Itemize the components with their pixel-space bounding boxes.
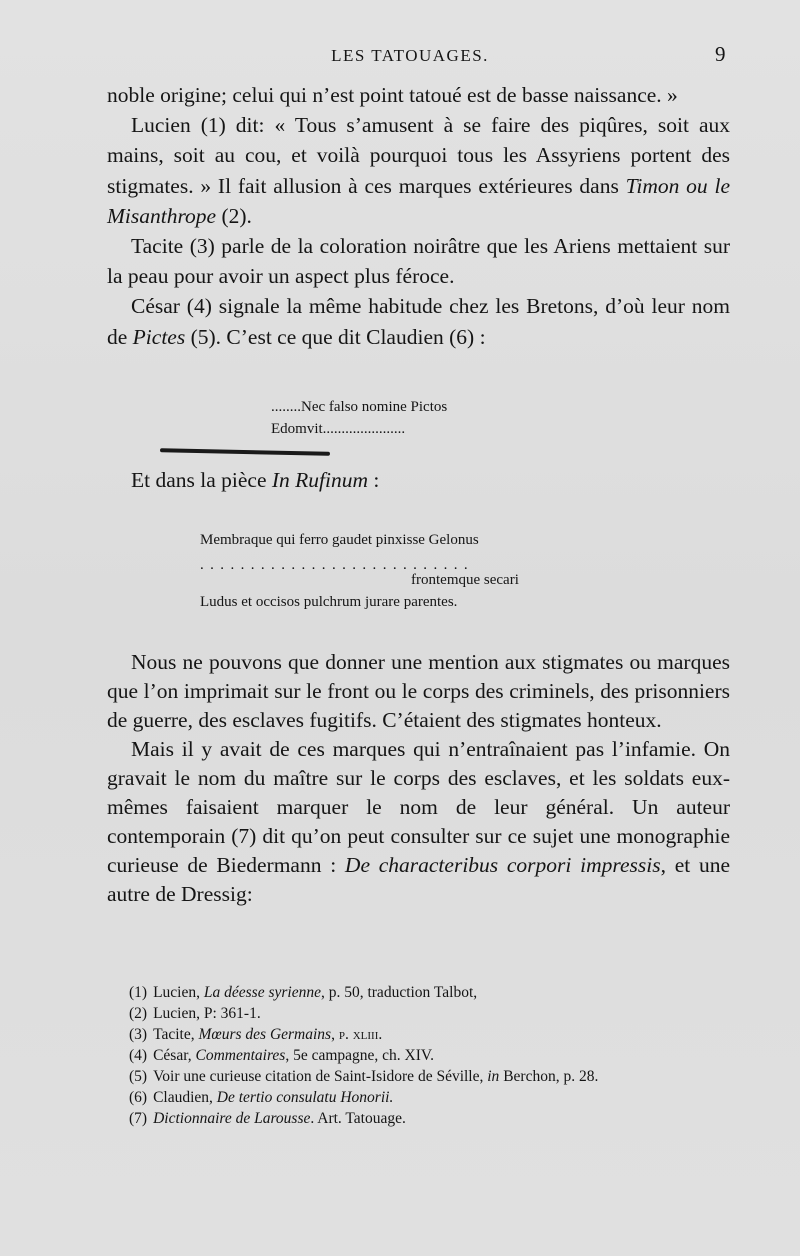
footnote-number: (5) xyxy=(129,1068,148,1085)
verse-2-line-1: Membraque qui ferro gaudet pinxisse Gelonus xyxy=(200,532,479,548)
footnote-text-end: , p. 50, traduction Talbot, xyxy=(320,984,478,1001)
footnote-text: Tacite, xyxy=(153,1026,199,1043)
footnote-title: Commentaires xyxy=(195,1047,286,1064)
main-text-block-2 xyxy=(107,648,730,909)
footnote-title: Dictionnaire de Larousse xyxy=(153,1110,311,1127)
footnote-text: Voir une curieuse citation de Saint-Isidore de Séville, xyxy=(153,1068,488,1085)
verse-2-line-4: Ludus et occisos pulchrum jurare parentes. xyxy=(200,594,458,610)
verse-2-line-3: frontemque secari xyxy=(411,572,519,588)
footnote-title: De tertio consulatu Honorii. xyxy=(216,1089,394,1106)
verse-2-ellipsis: ........................... xyxy=(200,557,475,573)
paragraph-2 xyxy=(107,110,730,231)
footnote-number: (6) xyxy=(129,1089,148,1106)
footnote-6 xyxy=(107,1087,732,1108)
word-pictes: Pictes xyxy=(132,324,186,349)
footnote-5 xyxy=(107,1066,732,1087)
footnotes xyxy=(107,982,732,1129)
footnote-text-end: Berchon, p. 28. xyxy=(499,1068,599,1085)
paragraph-6-text: Mais il y avait de ces marques qui n’entraînaient pas l’infamie. On gravait le nom du maître sur le corps des esclaves, et les soldats eux-mêmes faisaient marquer le nom de leur général. Un auteur contemporain (7) dit qu’on peut consulter sur ce sujet une monographie curieuse de Biedermann : xyxy=(107,737,730,877)
paragraph-4-text: César (4) signale la même habitude chez les Bretons, d’où leur nom de xyxy=(107,294,730,349)
work-title-de-characteribus: De characteribus corpori impressis xyxy=(344,853,661,877)
in-rufinum-text: Et dans la pièce xyxy=(131,468,272,492)
footnote-4 xyxy=(107,1045,732,1066)
footnote-text: Lucien, P: 361-1. xyxy=(153,1005,261,1022)
paragraph-6 xyxy=(107,735,730,909)
footnote-text: Lucien, xyxy=(153,984,204,1001)
footnote-2 xyxy=(107,1003,732,1024)
work-title-in-rufinum: In Rufinum xyxy=(271,468,369,492)
footnote-7 xyxy=(107,1108,732,1129)
paragraph-3: Tacite (3) parle de la coloration noirâtre que les Ariens mettaient sur la peau pour avoir un aspect plus féroce. xyxy=(107,234,730,289)
page-number: 9 xyxy=(715,42,726,66)
footnote-title: Mœurs des Germains xyxy=(198,1026,332,1043)
in-rufinum-line xyxy=(131,468,379,493)
footnote-number: (4) xyxy=(129,1047,148,1064)
main-text-block xyxy=(107,80,730,352)
footnote-number: (1) xyxy=(129,984,148,1001)
footnote-number: (2) xyxy=(129,1005,148,1022)
footnote-1 xyxy=(107,982,732,1003)
work-title-timon: Timon ou le Misanthrope xyxy=(107,173,730,228)
footnote-title: in xyxy=(487,1068,500,1085)
paragraph-2-note: (2). xyxy=(216,203,252,228)
footnote-text-end: . Art. Tatouage. xyxy=(310,1110,406,1127)
paragraph-6-end: , et une autre de Dressig: xyxy=(107,853,730,906)
running-title: LES TATOUAGES. xyxy=(331,46,489,65)
in-rufinum-colon: : xyxy=(368,468,380,492)
footnote-title: La déesse syrienne xyxy=(203,984,321,1001)
paragraph-4 xyxy=(107,291,730,351)
footnote-number: (3) xyxy=(129,1026,148,1043)
footnote-text: César, xyxy=(153,1047,196,1064)
paragraph-2-text: Lucien (1) dit: « Tous s’amusent à se faire des piqûres, soit aux mains, soit au cou, et voilà pourquoi tous les Assyriens portent des stigmates. » Il fait allusion à ces marques extérieures dans xyxy=(107,113,730,198)
paragraph-1: noble origine; celui qui n’est point tatoué est de basse naissance. » xyxy=(107,83,678,107)
footnote-3 xyxy=(107,1024,732,1045)
divider-rule xyxy=(160,448,330,456)
paragraph-4-end: (5). C’est ce que dit Claudien (6) : xyxy=(185,324,486,349)
footnote-text: Claudien, xyxy=(153,1089,217,1106)
verse-1-line-2: Edomvit...................... xyxy=(271,421,406,437)
verse-1-line-1: ........Nec falso nomine Pictos xyxy=(271,399,448,415)
footnote-text-end: , 5e campagne, ch. XIV. xyxy=(285,1047,434,1064)
paragraph-5: Nous ne pouvons que donner une mention aux stigmates ou marques que l’on imprimait sur le front ou le corps des criminels, des prisonniers de guerre, des esclaves fugitifs. C’étaient des stigmates honteux. xyxy=(107,650,730,732)
footnote-number: (7) xyxy=(129,1110,148,1127)
footnote-text-end: , p. xliii. xyxy=(331,1026,383,1043)
